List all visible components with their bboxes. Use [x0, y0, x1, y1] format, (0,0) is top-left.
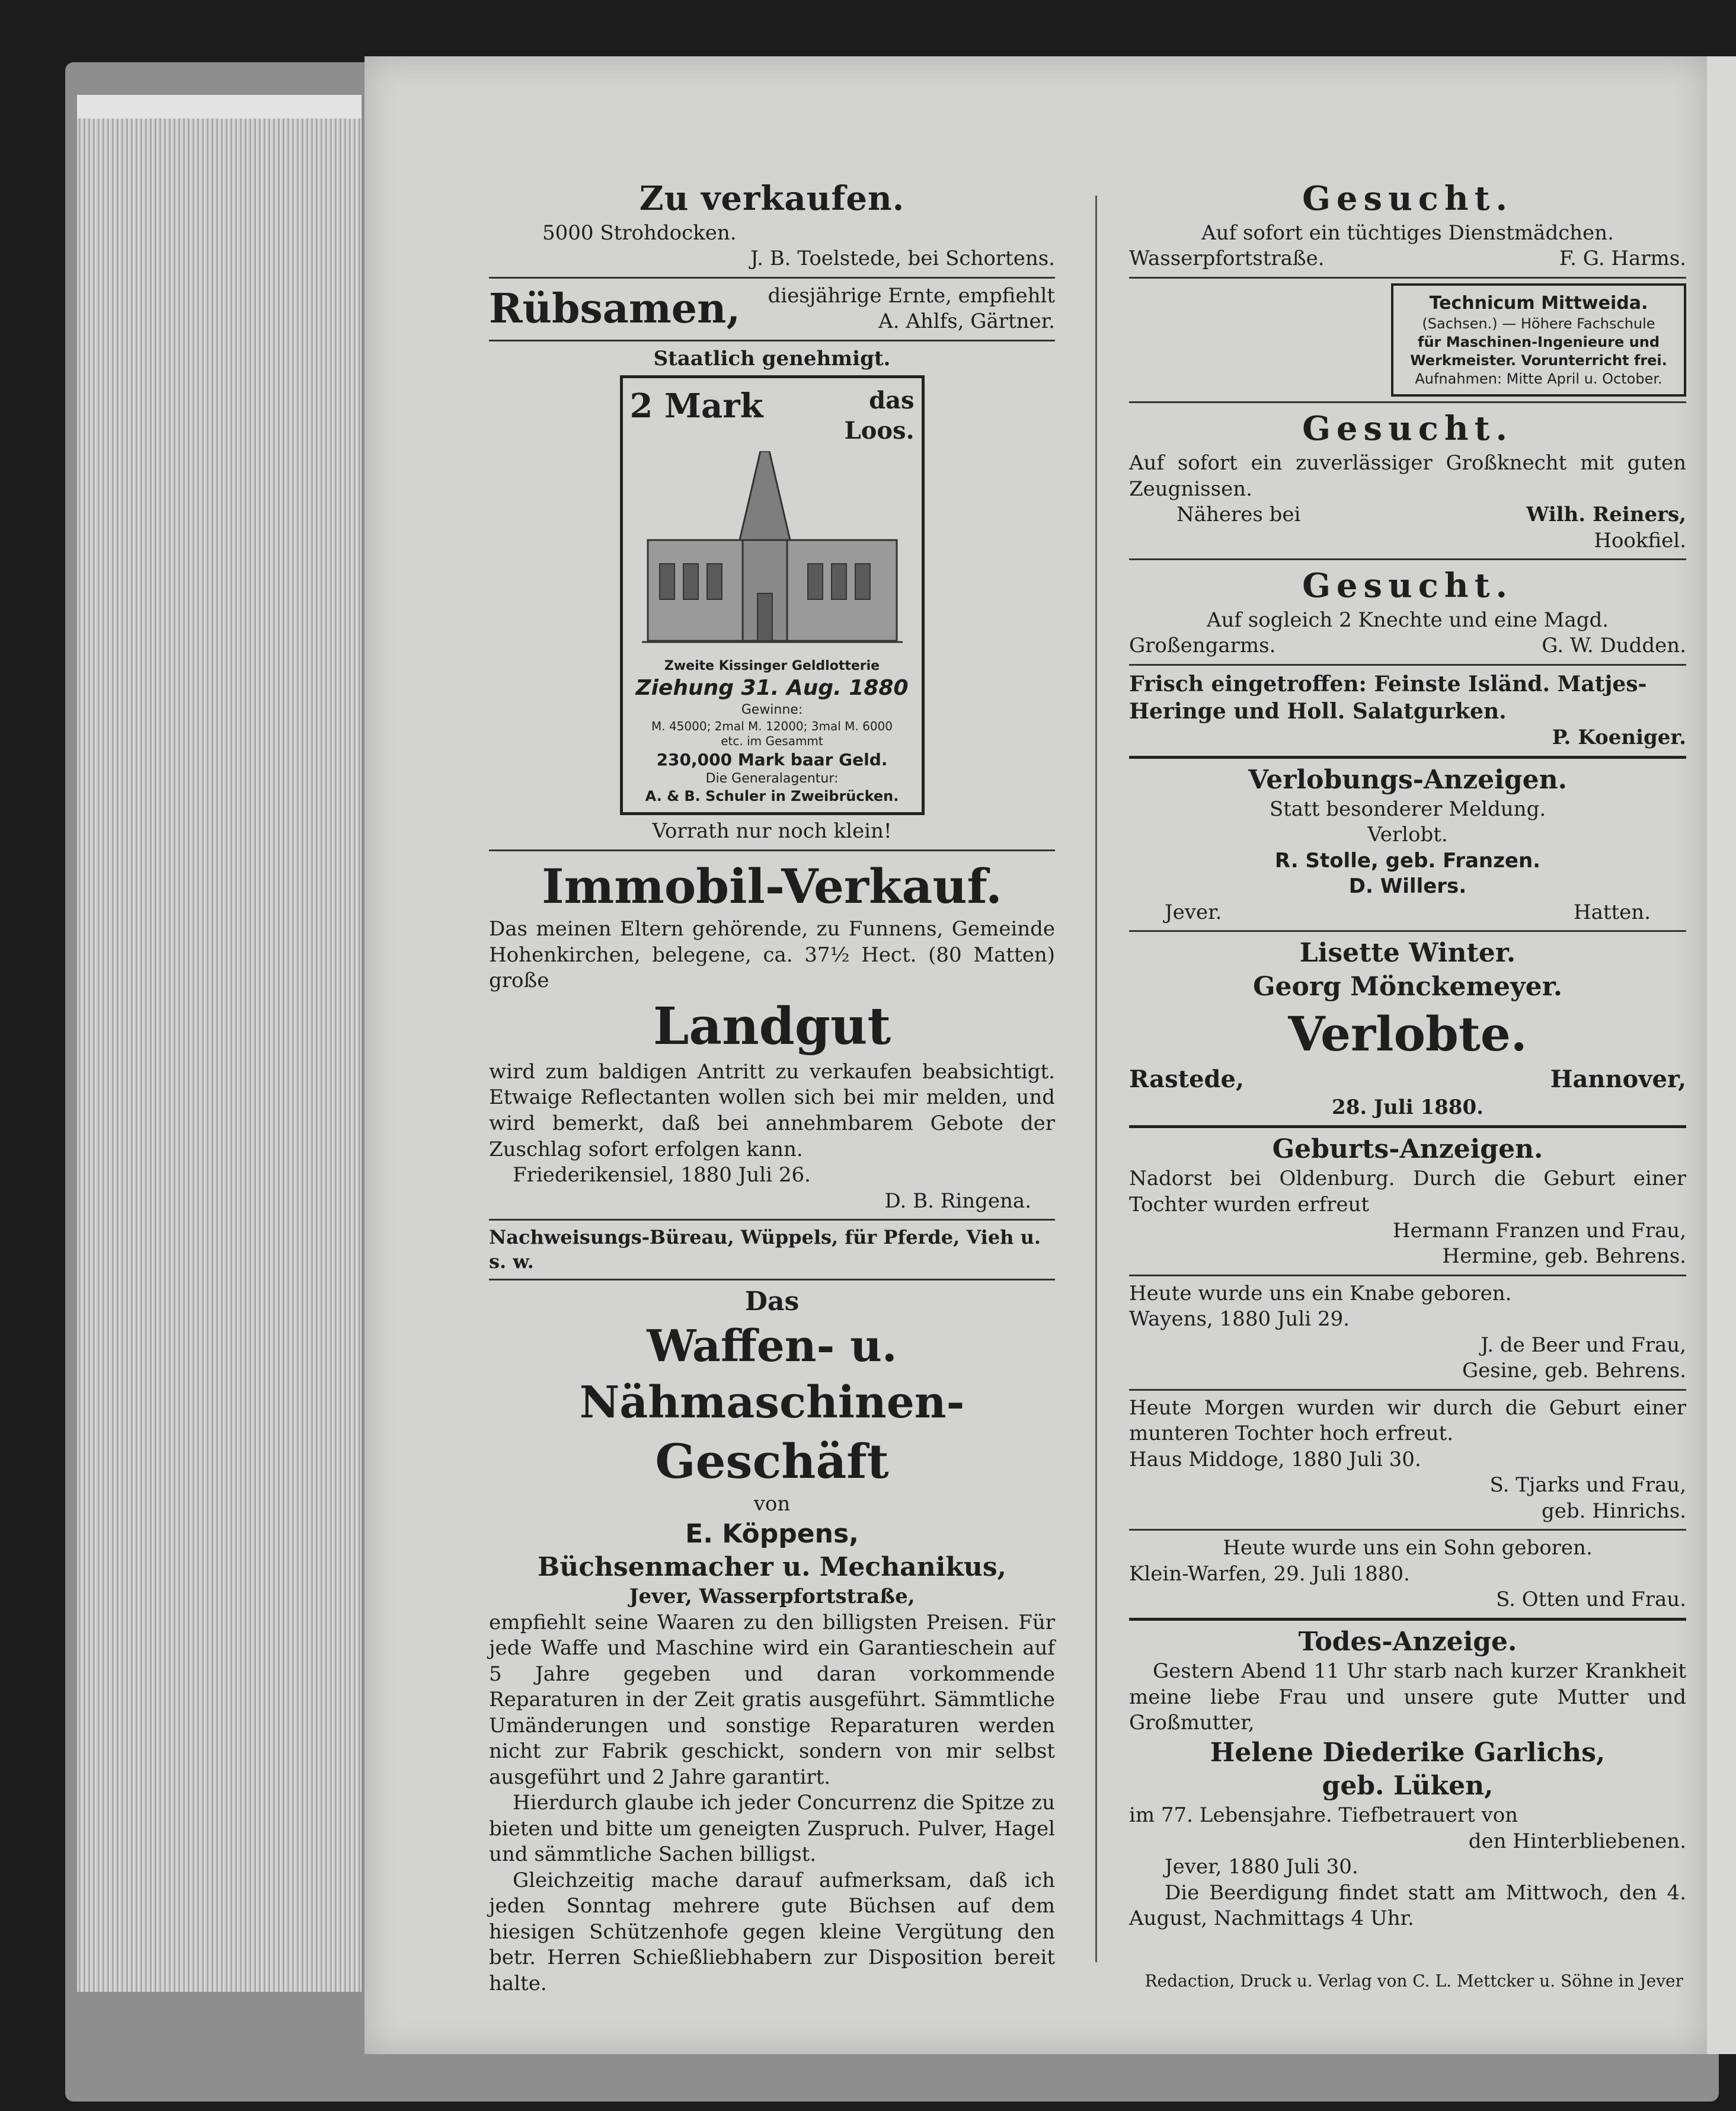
divider-line [489, 277, 1055, 279]
lottery-gewinne: Gewinne: [741, 702, 803, 718]
wanted-title: Gesucht. [1302, 566, 1513, 606]
ad-signer: A. Ahlfs, Gärtner. [878, 309, 1055, 334]
shop-title: Waffen- u. Nähmaschinen- [579, 1321, 965, 1428]
divider-line [1129, 277, 1686, 279]
ad-ruebsamen [489, 283, 1055, 335]
lottery-name: Zweite Kissinger Geldlotterie [664, 659, 880, 674]
immo-title: Immobil-Verkauf. [542, 858, 1002, 914]
wanted-place: Hookfiel. [1594, 528, 1686, 552]
divider-line [1129, 664, 1686, 666]
birth-text: Heute Morgen wurden wir durch die Geburt einer munteren Tochter hoch erfreut. [1129, 1395, 1686, 1446]
tech-line: (Sachsen.) — Höhere Fachschule [1422, 315, 1655, 332]
immo-landgut: Landgut [653, 996, 891, 1056]
tech-title: Technicum Mittweida. [1429, 292, 1648, 314]
nachweis-ad: Nachweisungs-Büreau, Wüppels, für Pferde, Vieh u. s. w. [489, 1226, 1041, 1273]
engagement-place-2: Hatten. [1573, 900, 1651, 924]
lottery-price: 2 Mark [629, 387, 763, 426]
birth-place: Haus Middoge, 1880 Juli 30. [1129, 1447, 1421, 1471]
ad-text: 5000 Strohdocken. [542, 221, 737, 245]
ad-signer: J. B. Toelstede, bei Schortens. [750, 247, 1055, 271]
death-name-2: geb. Lüken, [1322, 1770, 1494, 1801]
tech-line: für Maschinen-Ingenieure und [1418, 333, 1660, 350]
death-title: Todes-Anzeige. [1298, 1626, 1517, 1657]
engagement-name: R. Stolle, geb. Franzen. [1274, 848, 1541, 873]
birth-text: Heute wurde uns ein Knabe geboren. [1129, 1281, 1512, 1305]
birth-signer: S. Otten und Frau. [1496, 1588, 1686, 1612]
wanted-title: Gesucht. [1302, 179, 1513, 218]
death-text: Gestern Abend 11 Uhr starb nach kurzer Krankheit meine liebe Frau und unsere gute Mutter und Großmutter, [1129, 1659, 1686, 1735]
lottery-ad [620, 375, 925, 815]
lottery-total: 230,000 Mark baar Geld. [656, 749, 888, 769]
wanted-text: Auf sofort ein zuverlässiger Großknecht mit guten Zeugnissen. [1129, 451, 1686, 501]
wanted-signer: G. W. Dudden. [1542, 634, 1686, 658]
engaged-place-2: Hannover, [1550, 1065, 1686, 1094]
lottery-etc: etc. im Gesammt [721, 734, 823, 749]
death-text-3: Die Beerdigung findet statt am Mittwoch, den 4. August, Nachmittags 4 Uhr. [1129, 1880, 1686, 1931]
shop-text-2: Hierdurch glaube ich jeder Concurrenz die Spitze zu bieten und bitte um geneigten Zuspruch. Pulver, Hagel und sämmtliche Sachen billigst. [489, 1791, 1055, 1867]
lottery-agency: Die Generalagentur: [705, 771, 839, 786]
ad-text: diesjährige Ernte, empfiehlt [768, 283, 1055, 308]
tech-line: Aufnahmen: Mitte April u. October. [1415, 371, 1663, 388]
divider-line [1129, 558, 1686, 560]
engagement-name-2: D. Willers. [1348, 874, 1467, 899]
birth-text: Heute wurde uns ein Sohn geboren. [1223, 1536, 1593, 1560]
immo-text-2: wird zum baldigen Antritt zu verkaufen beabsichtigt. Etwaige Reflectanten wollen sich bei mir melden, und wird bemerkt, daß bei annehmbarem Gebote der Zuschlag sofort erfolgen kann. [489, 1059, 1055, 1161]
shop-text: empfiehlt seine Waaren zu den billigsten Preisen. Für jede Waffe und Maschine wird ein Garantieschein auf 5 Jahre gegeben und daran vorkommende Reparaturen in der Zeit gratis ausgeführt. Sämmtliche Umänderungen und sonstige Reparaturen werden nicht zur Fabrik geschickt, sondern von mir selbst ausgeführt und 2 Jahre garantirt. [489, 1610, 1055, 1789]
engaged-place: Rastede, [1129, 1065, 1244, 1094]
birth-title: Geburts-Anzeigen. [1272, 1134, 1543, 1165]
birth-signer: J. de Beer und Frau, [1481, 1333, 1686, 1357]
fish-ad: Frisch eingetroffen: Feinste Isländ. Matjes-Heringe und Holl. Salatgurken. [1129, 671, 1647, 724]
facing-page-edge [1707, 56, 1736, 2054]
death-text-2: im 77. Lebensjahre. Tiefbetrauert von [1129, 1803, 1518, 1828]
divider-line [1129, 930, 1686, 932]
left-column [489, 178, 1055, 1997]
fish-signer: P. Koeniger. [1552, 726, 1686, 750]
birth-signer-2: Hermine, geb. Behrens. [1442, 1244, 1686, 1269]
right-column [1129, 178, 1686, 1932]
engagement-verlobt: Verlobt. [1367, 823, 1448, 847]
wanted-title: Gesucht. [1302, 409, 1513, 449]
wanted-more: Näheres bei [1176, 503, 1301, 527]
wanted-place: Großengarms. [1129, 634, 1276, 658]
death-name: Helene Diederike Garlichs, [1210, 1737, 1606, 1768]
immo-signer: D. B. Ringena. [884, 1189, 1031, 1213]
shop-name: E. Köppens, [685, 1518, 859, 1549]
divider-line [1129, 1618, 1686, 1621]
wanted-text: Auf sofort ein tüchtiges Dienstmädchen. [1201, 221, 1614, 245]
engagement-sub: Statt besonderer Meldung. [1269, 797, 1546, 821]
divider-line [1129, 1275, 1686, 1276]
technicum-ad [1391, 283, 1686, 397]
shop-das: Das [744, 1286, 800, 1317]
imprint-footer: Redaction, Druck u. Verlag von C. L. Mettcker u. Söhne in Jever [1144, 1971, 1683, 1991]
engaged-title: Verlobte. [1288, 1006, 1527, 1062]
birth-signer: S. Tjarks und Frau, [1489, 1473, 1686, 1497]
engagement-name-2: Georg Mönckemeyer. [1252, 971, 1563, 1002]
lottery-das: das [869, 387, 915, 415]
engagement-place: Jever. [1165, 900, 1222, 924]
page-edges [77, 95, 362, 1992]
divider-line [1129, 756, 1686, 759]
divider-line [1129, 1529, 1686, 1531]
divider-line [489, 1219, 1055, 1221]
shop-trade: Büchsenmacher u. Mechanikus, [538, 1551, 1006, 1582]
lottery-header: Staatlich genehmigt. [653, 346, 891, 371]
death-signer: den Hinterbliebenen. [1468, 1829, 1686, 1853]
lottery-stock: Vorrath nur noch klein! [652, 819, 892, 844]
lottery-prizes: M. 45000; 2mal M. 12000; 3mal M. 6000 [651, 718, 893, 733]
wanted-text: Auf sogleich 2 Knechte und eine Magd. [1206, 608, 1609, 632]
lottery-loos: Loos. [844, 417, 915, 445]
engaged-date: 28. Juli 1880. [1332, 1095, 1484, 1119]
engagement-title: Verlobungs-Anzeigen. [1248, 764, 1567, 795]
birth-place: Wayens, 1880 Juli 29. [1129, 1307, 1350, 1331]
shop-von: von [753, 1492, 791, 1516]
ad-title: Zu verkaufen. [639, 179, 905, 218]
tech-line: Werkmeister. Vorunterricht frei. [1410, 352, 1667, 369]
column-divider [1095, 196, 1097, 1962]
divider-line [489, 1279, 1055, 1280]
ad-title: Rübsamen, [489, 285, 741, 333]
death-place: Jever, 1880 Juli 30. [1165, 1855, 1358, 1879]
shop-text-3: Gleichzeitig mache darauf aufmerksam, daß ich jeden Sonntag mehrere gute Büchsen auf dem hiesigen Schützenhofe gegen kleine Vergütung den betr. Herren Schießliebhabern zur Disposition bereit halte. [489, 1868, 1055, 1995]
birth-place: Klein-Warfen, 29. Juli 1880. [1129, 1561, 1410, 1586]
wanted-place: Wasserpfortstraße. [1129, 247, 1325, 271]
birth-signer-2: geb. Hinrichs. [1541, 1499, 1686, 1523]
divider-line [1129, 401, 1686, 403]
birth-text: Nadorst bei Oldenburg. Durch die Geburt einer Tochter wurden erfreut [1129, 1167, 1686, 1216]
lottery-agent: A. & B. Schuler in Zweibrücken. [645, 787, 899, 804]
birth-signer-2: Gesine, geb. Behrens. [1462, 1359, 1686, 1383]
immo-place: Friederikensiel, 1880 Juli 26. [513, 1163, 811, 1187]
divider-line [1129, 1125, 1686, 1128]
lottery-draw: Ziehung 31. Aug. 1880 [635, 676, 909, 701]
church-illustration [642, 451, 903, 647]
divider-line [489, 849, 1055, 851]
wanted-signer: Wilh. Reiners, [1526, 503, 1686, 527]
shop-address: Jever, Wasserpfortstraße, [629, 1585, 915, 1609]
immo-text: Das meinen Eltern gehörende, zu Funnens, Gemeinde Hohenkirchen, belegene, ca. 37½ Hect. (80 Matten) große [489, 917, 1055, 993]
engagement-name: Lisette Winter. [1299, 938, 1516, 969]
wanted-signer: F. G. Harms. [1559, 247, 1686, 271]
shop-title-2: Geschäft [655, 1433, 889, 1489]
birth-signer: Hermann Franzen und Frau, [1392, 1218, 1686, 1243]
divider-line [489, 340, 1055, 341]
divider-line [1129, 1389, 1686, 1391]
